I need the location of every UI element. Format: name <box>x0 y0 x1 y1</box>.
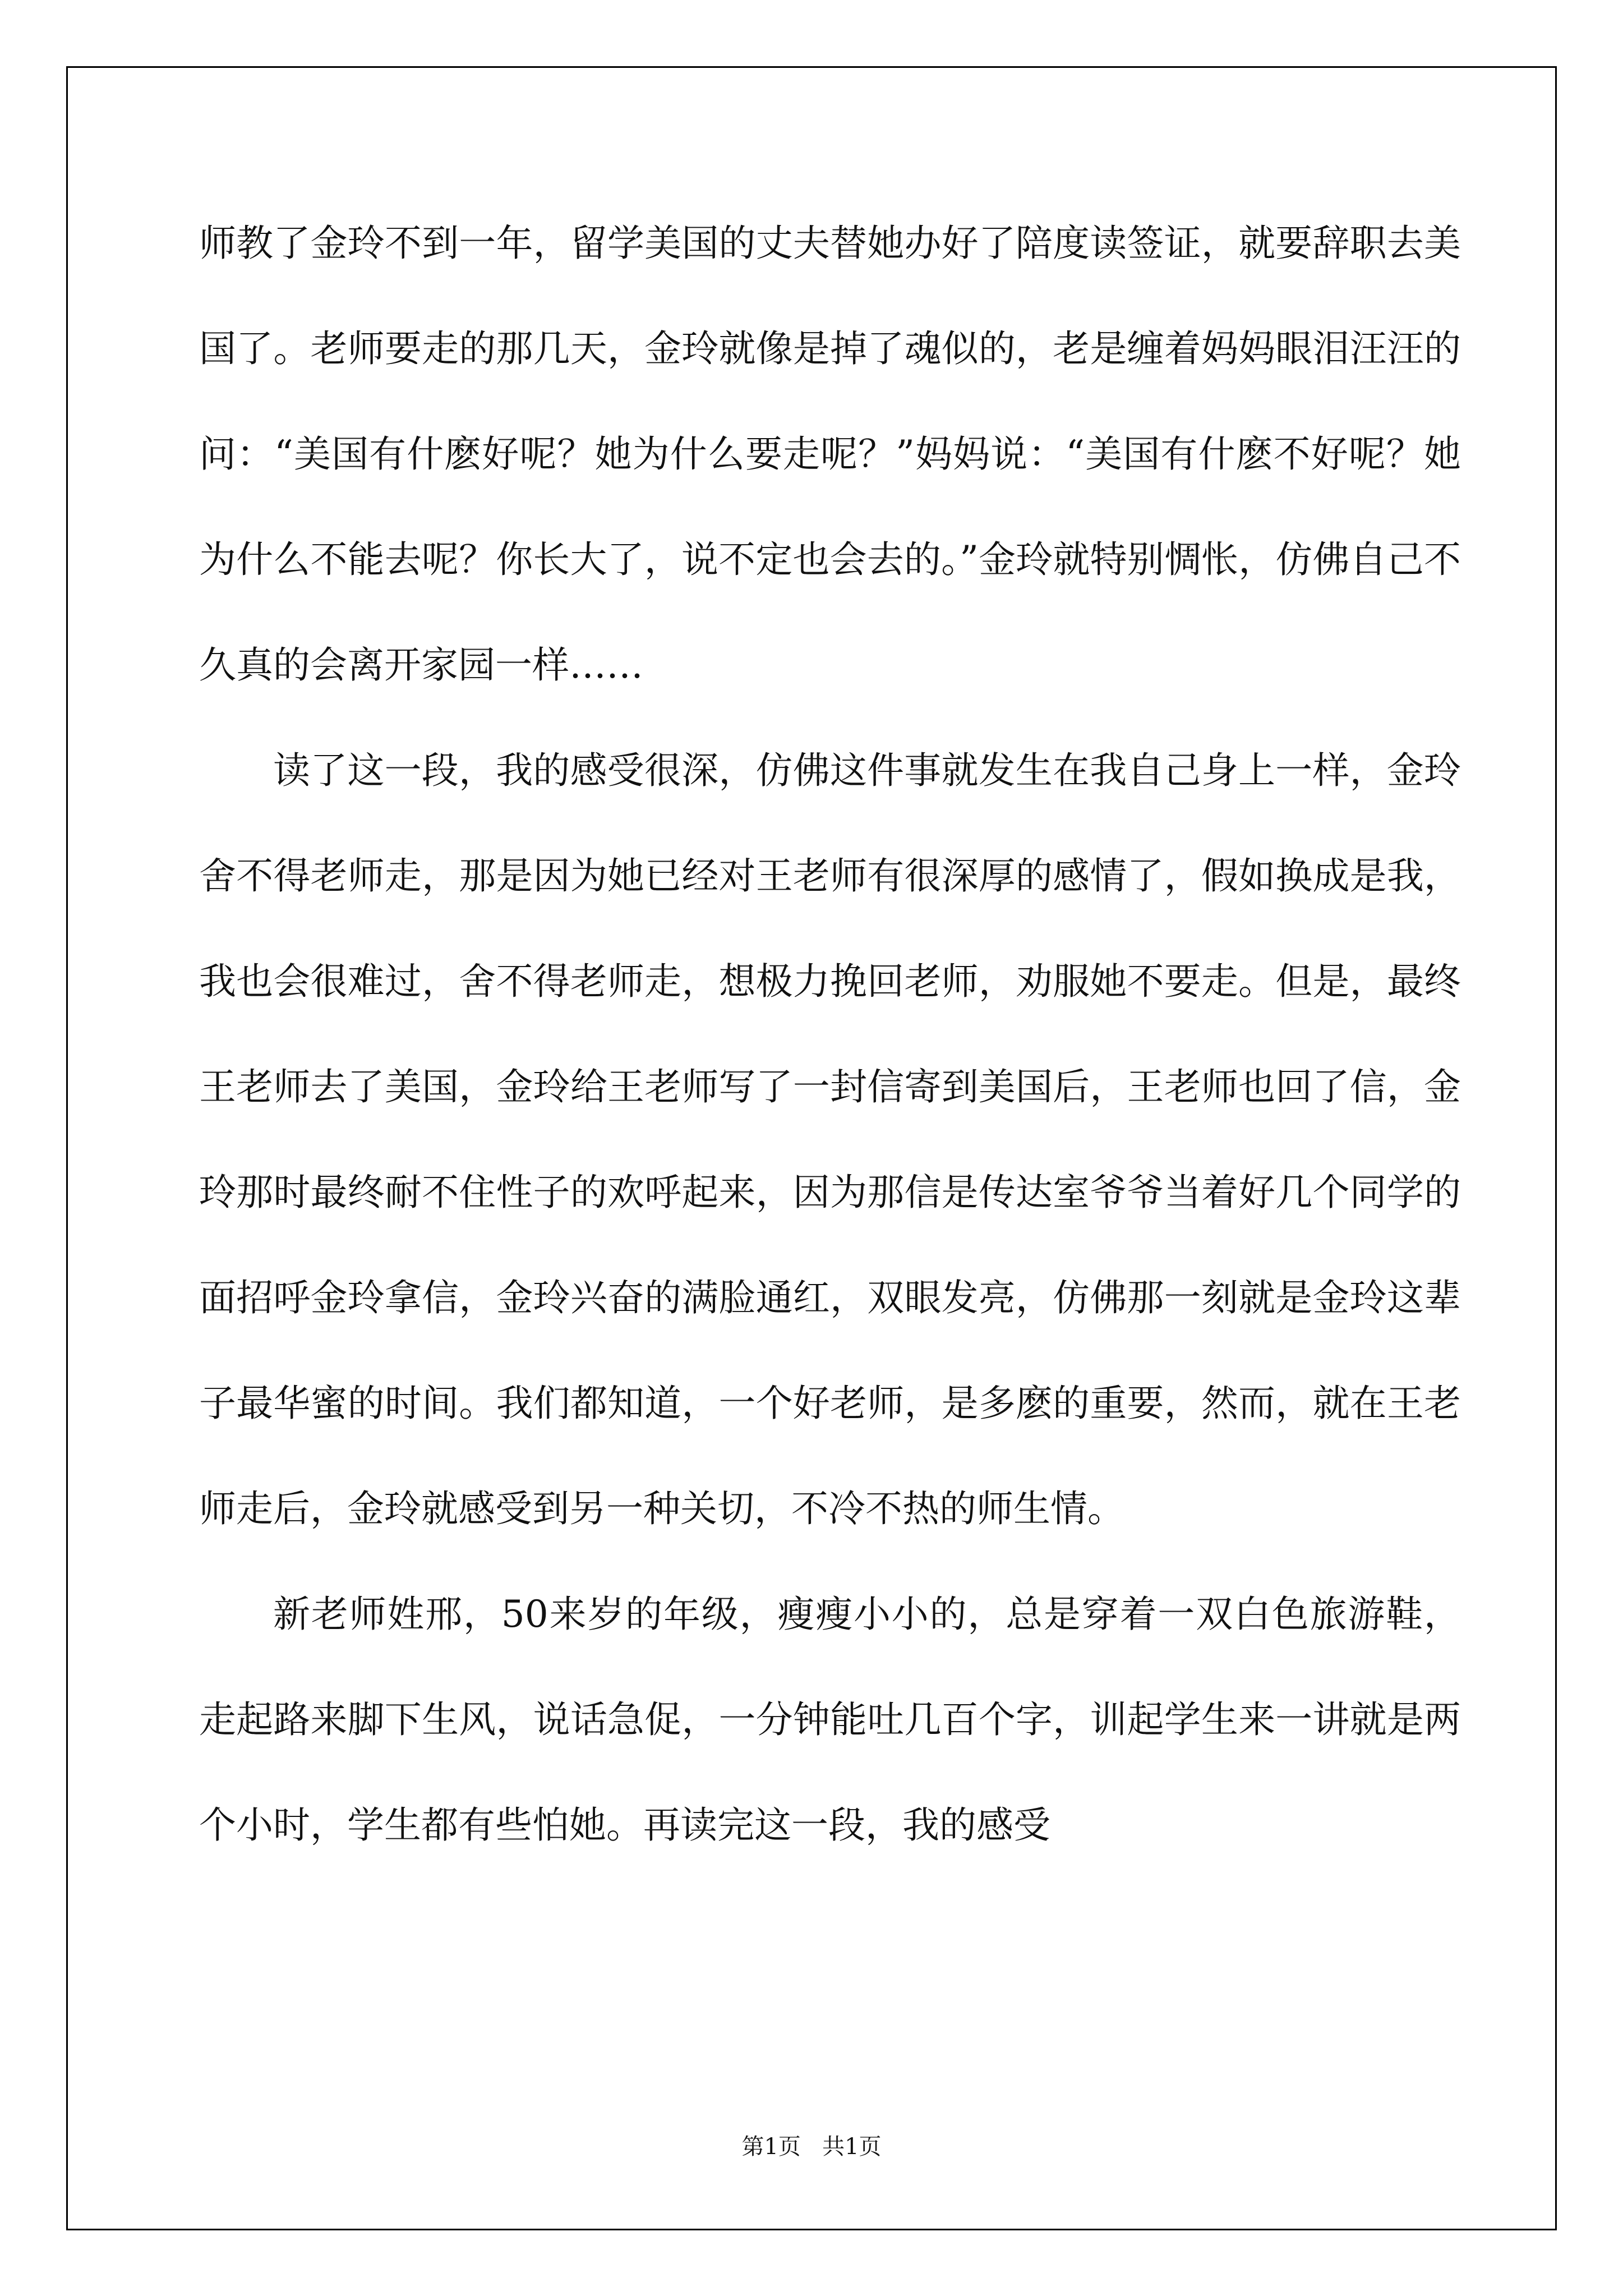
paragraph-1: 师教了金玲不到一年，留学美国的丈夫替她办好了陪度读签证，就要辞职去美国了。老师要走的那几天，金玲就像是掉了魂似的，老是缠着妈妈眼泪汪汪的问：“美国有什麽好呢？她为什么要走呢？”妈妈说：“美国有什麽不好呢？她为什么不能去呢？你长大了，说不定也会去的。”金玲就特别惆怅，仿佛自己不久真的会离开家园一样…… <box>199 222 1461 687</box>
paragraph-3: 新老师姓邢，50来岁的年级，瘦瘦小小的，总是穿着一双白色旅游鞋，走起路来脚下生风，说话急促，一分钟能吐几百个字，训起学生来一讲就是两个小时，学生都有些怕她。再读完这一段，我的感受 <box>199 1593 1461 1847</box>
page-number: 第1页 <box>741 2134 801 2160</box>
paragraph-2: 读了这一段，我的感受很深，仿佛这件事就发生在我自己身上一样，金玲舍不得老师走，那是因为她已经对王老师有很深厚的感情了，假如换成是我，我也会很难过，舍不得老师走，想极力挽回老师，劝服她不要走。但是，最终王老师去了美国，金玲给王老师写了一封信寄到美国后，王老师也回了信，金玲那时最终耐不住性子的欢呼起来，因为那信是传达室爷爷当着好几个同学的面招呼金玲拿信，金玲兴奋的满脸通红，双眼发亮，仿佛那一刻就是金玲这辈子最华蜜的时间。我们都知道，一个好老师，是多麽的重要，然而，就在王老师走后，金玲就感受到另一种关切，不冷不热的师生情。 <box>199 749 1461 1530</box>
page-total: 共1页 <box>822 2134 882 2160</box>
page-footer <box>0 2129 1623 2161</box>
document-body <box>199 191 1461 1878</box>
